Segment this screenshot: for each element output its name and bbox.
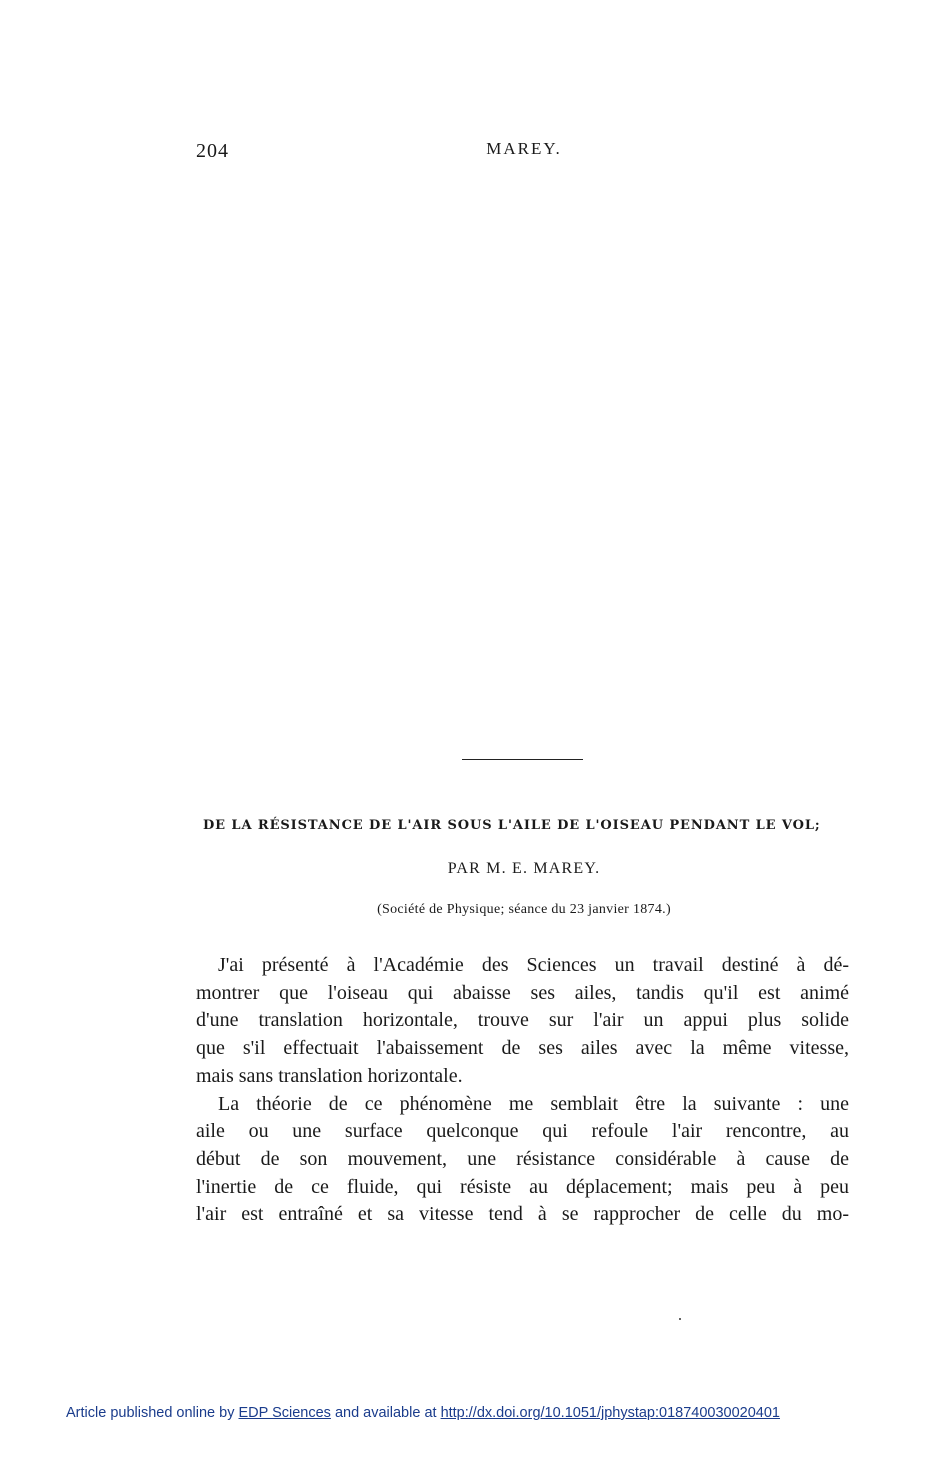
- scan-speck: [679, 1318, 681, 1320]
- doi-link[interactable]: http://dx.doi.org/10.1051/jphystap:018740030020401: [440, 1405, 780, 1421]
- body-line: d'une translation horizontale, trouve sur l'air un appui plus solide: [196, 1009, 849, 1032]
- footer-prefix: Article published online by: [66, 1405, 235, 1421]
- body-line: J'ai présenté à l'Académie des Sciences un travail destiné à dé-: [218, 954, 849, 976]
- paragraph-2: [196, 1091, 849, 1230]
- session-note: (Société de Physique; séance du 23 janvier 1874.): [377, 902, 671, 917]
- article-title: DE LA RÉSISTANCE DE L'AIR SOUS L'AILE DE L'OISEAU PENDANT LE VOL;: [203, 818, 821, 833]
- section-divider: [462, 759, 583, 760]
- footer-middle: and available at: [334, 1405, 437, 1421]
- body-line: que s'il effectuait l'abaissement de ses ailes avec la même vitesse,: [196, 1037, 849, 1060]
- page-number: 204: [196, 140, 229, 162]
- paragraph-1: [196, 952, 849, 1091]
- body-line: début de son mouvement, une résistance considérable à cause de: [196, 1147, 849, 1170]
- body-line: mais sans translation horizontale.: [196, 1064, 463, 1087]
- body-line: l'inertie de ce fluide, qui résiste au déplacement; mais peu à peu: [196, 1175, 849, 1198]
- article-body: [196, 952, 849, 1229]
- article-author: PAR M. E. MAREY.: [447, 860, 601, 877]
- publisher-link[interactable]: EDP Sciences: [238, 1405, 331, 1421]
- running-head: MAREY.: [486, 139, 562, 158]
- body-line: l'air est entraîné et sa vitesse tend à se rapprocher de celle du mo-: [196, 1203, 849, 1226]
- publication-footer: [66, 1405, 780, 1421]
- body-line: montrer que l'oiseau qui abaisse ses ailes, tandis qu'il est animé: [196, 981, 849, 1004]
- body-line: aile ou une surface quelconque qui refoule l'air rencontre, au: [196, 1120, 849, 1143]
- body-line: La théorie de ce phénomène me semblait être la suivante : une: [218, 1092, 849, 1115]
